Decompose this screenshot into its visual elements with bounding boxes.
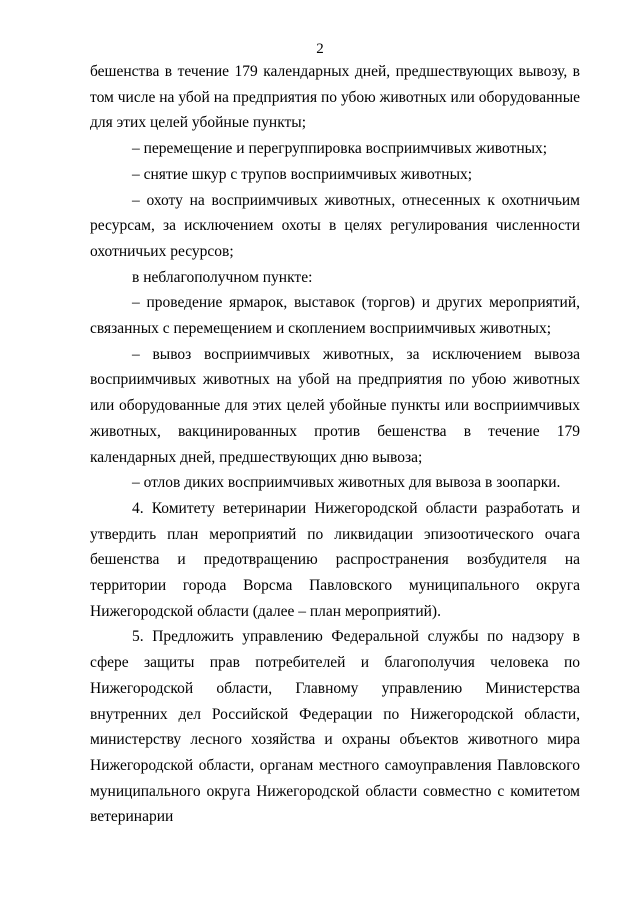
paragraph-continuation: бешенства в течение 179 календарных дней, предшествующих вывозу, в том числе на убой на предприятия по убою животных или оборудованные для этих целей убойные пункты;: [90, 63, 580, 132]
page-number: 2: [316, 41, 324, 57]
list-item-relocation: – перемещение и перегруппировка восприимчивых животных;: [132, 140, 548, 158]
list-item-capture: – отлов диких восприимчивых животных для вывоза в зоопарки.: [132, 474, 561, 492]
clause-4: 4. Комитету ветеринарии Нижегородской области разработать и утвердить план мероприятий по ликвидации эпизоотического очага бешенства и предотвращению распространения возбудителя на территории города Ворсма Павловского муниципального округа Нижегородской области (далее – план мероприятий).: [90, 499, 580, 620]
list-item-hunting: – охоту на восприимчивых животных, отнесенных к охотничьим ресурсам, за исключением охоты в целях регулирования численности охотничьих ресурсов;: [90, 191, 580, 260]
list-item-skinning: – снятие шкур с трупов восприимчивых животных;: [132, 165, 473, 183]
list-item-fairs: – проведение ярмарок, выставок (торгов) и других мероприятий, связанных с перемещением и скоплением восприимчивых животных;: [90, 294, 580, 338]
subheading-affected-point: в неблагополучном пункте:: [132, 268, 313, 286]
clause-5: 5. Предложить управлению Федеральной службы по надзору в сфере защиты прав потребителей и благополучия человека по Нижегородской области, Главному управлению Министерства внутренних дел Российской Федерации по Нижегородской области, министерству лесного хозяйства и охраны объектов животного мира Нижегородской области, органам местного самоуправления Павловского муниципального округа Нижегородской области совместно с комитетом ветеринарии: [90, 628, 580, 826]
list-item-export: – вывоз восприимчивых животных, за исключением вывоза восприимчивых животных на убой на предприятия по убою животных или оборудованные для этих целей убойные пункты или восприимчивых животных, вакцинированных против бешенства в течение 179 календарных дней, предшествующих дню вывоза;: [90, 345, 580, 466]
document-body: [90, 59, 580, 830]
